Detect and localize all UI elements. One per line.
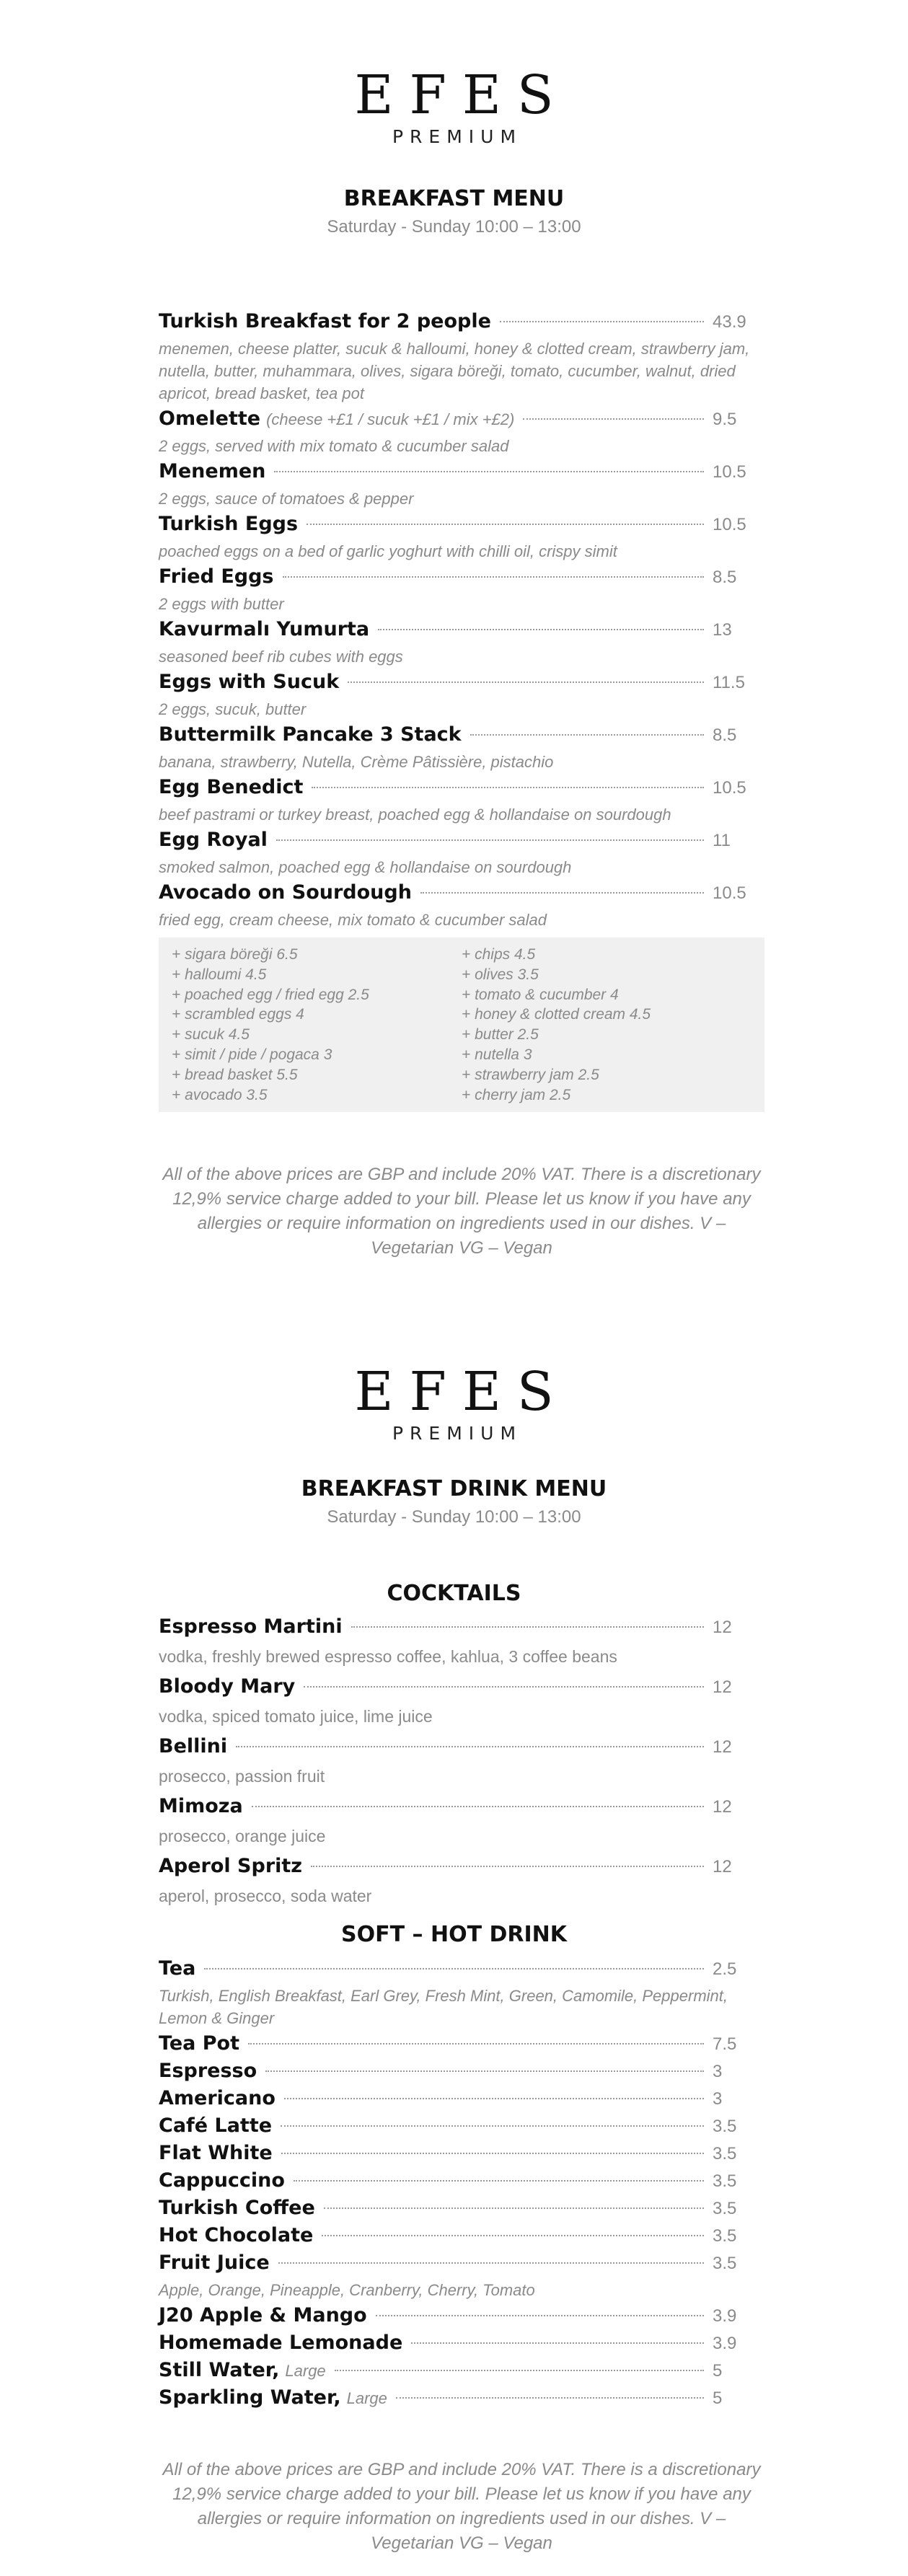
item-name: Turkish Breakfast for 2 people xyxy=(159,310,491,332)
item-price: 12 xyxy=(713,1737,732,1757)
leader-dots xyxy=(348,682,704,683)
item-name: Eggs with Sucuk xyxy=(159,671,340,693)
item-price: 12 xyxy=(713,1677,732,1697)
menu-item xyxy=(159,2251,764,2301)
item-name: Americano xyxy=(159,2087,276,2109)
extra-item: + avocado 3.5 xyxy=(172,1086,268,1103)
brand-name: EFES xyxy=(354,64,570,126)
leader-dots xyxy=(324,2207,704,2209)
item-note: (cheese +£1 / sucuk +£1 / mix +£2) xyxy=(266,410,515,428)
item-price: 43.9 xyxy=(713,312,746,332)
drinks-hours: Saturday - Sunday 10:00 – 13:00 xyxy=(327,1507,581,1527)
item-name: Homemade Lemonade xyxy=(159,2332,403,2354)
item-description: vodka, freshly brewed espresso coffee, kahlua, 3 coffee beans xyxy=(159,1647,617,1666)
item-description: banana, strawberry, Nutella, Crème Pâtissière, pistachio xyxy=(159,753,554,771)
extra-item: + honey & clotted cream 4.5 xyxy=(462,1006,651,1023)
breakfast-items xyxy=(159,310,764,934)
item-name: Menemen xyxy=(159,460,266,482)
leader-dots xyxy=(307,524,704,525)
menu-item xyxy=(159,407,764,457)
leader-dots xyxy=(304,1686,704,1688)
item-price: 7.5 xyxy=(713,2034,737,2054)
item-price: 11 xyxy=(713,831,731,850)
extras-panel xyxy=(159,938,764,1112)
menu-item xyxy=(159,723,764,773)
menu-item xyxy=(159,310,764,405)
brand-logo xyxy=(0,64,908,147)
item-price: 3.5 xyxy=(713,2199,737,2218)
menu-item xyxy=(159,565,764,615)
extras-list-right xyxy=(462,945,751,1105)
item-name: Turkish Eggs xyxy=(159,513,299,535)
item-name: J20 Apple & Mango xyxy=(159,2304,367,2326)
menu-item xyxy=(159,2060,764,2087)
item-price: 3.5 xyxy=(713,2144,737,2163)
extra-item: + nutella 3 xyxy=(462,1046,532,1063)
item-name: Turkish Coffee xyxy=(159,2197,315,2219)
item-price: 9.5 xyxy=(713,410,737,429)
leader-dots xyxy=(376,2315,704,2316)
menu-item xyxy=(159,1855,764,1907)
extra-item: + scrambled eggs 4 xyxy=(172,1006,304,1023)
item-description: 2 eggs, sauce of tomatoes & pepper xyxy=(159,490,414,508)
item-note: Large xyxy=(285,2362,326,2380)
item-price: 10.5 xyxy=(713,883,746,903)
item-name: Hot Chocolate xyxy=(159,2224,314,2246)
extra-item: + halloumi 4.5 xyxy=(172,966,267,983)
item-price: 11.5 xyxy=(713,673,745,692)
extra-item: + tomato & cucumber 4 xyxy=(462,986,619,1003)
extras-list-left xyxy=(172,945,462,1105)
breakfast-title: BREAKFAST MENU xyxy=(343,186,565,211)
item-price: 10.5 xyxy=(713,778,746,798)
item-description: vodka, spiced tomato juice, lime juice xyxy=(159,1707,433,1726)
leader-dots xyxy=(252,1806,704,1807)
menu-item xyxy=(159,2114,764,2142)
item-name: Sparkling Water, xyxy=(159,2386,341,2409)
leader-dots xyxy=(248,2043,704,2045)
extra-item: + chips 4.5 xyxy=(462,946,536,963)
leader-dots xyxy=(274,471,704,472)
item-name: Kavurmalı Yumurta xyxy=(159,618,370,640)
leader-dots xyxy=(281,2153,704,2154)
item-note: Large xyxy=(346,2389,387,2407)
item-price: 8.5 xyxy=(713,568,737,587)
drinks-footer-note: All of the above prices are GBP and include 20% VAT. There is a discretionary 12,9% service charge added to your bill. Please let us know if you have any allergies or require information on ingredients used in our dishes. V – Vegetarian VG – Vegan xyxy=(162,2460,761,2553)
item-price: 10.5 xyxy=(713,515,746,534)
leader-dots xyxy=(470,734,704,736)
menu-item xyxy=(159,1795,764,1848)
extra-item: + cherry jam 2.5 xyxy=(462,1086,571,1103)
item-price: 3.5 xyxy=(713,2254,737,2273)
menu-item xyxy=(159,2304,764,2332)
cocktail-items xyxy=(159,1615,764,1915)
extra-item: + sucuk 4.5 xyxy=(172,1026,250,1044)
leader-dots xyxy=(276,839,704,841)
item-description: 2 eggs, served with mix tomato & cucumber salad xyxy=(159,437,509,455)
leader-dots xyxy=(411,2342,704,2344)
leader-dots xyxy=(283,576,705,578)
item-name: Espresso xyxy=(159,2060,257,2082)
extra-item: + strawberry jam 2.5 xyxy=(462,1066,599,1083)
item-price: 3 xyxy=(713,2089,723,2109)
item-name: Fried Eggs xyxy=(159,565,274,588)
item-description: 2 eggs, sucuk, butter xyxy=(159,700,307,718)
menu-item xyxy=(159,460,764,510)
menu-item xyxy=(159,1615,764,1668)
menu-item xyxy=(159,2032,764,2060)
brand-tagline: PREMIUM xyxy=(392,126,523,147)
leader-dots xyxy=(294,2180,704,2182)
menu-item xyxy=(159,2169,764,2197)
menu-item xyxy=(159,618,764,668)
item-description: menemen, cheese platter, sucuk & halloumi, honey & clotted cream, strawberry jam, nutella, butter, muhammara, olives, sigara böreği, tomato, cucumber, walnut, dried apricot, bread basket, tea pot xyxy=(159,340,750,402)
breakfast-header xyxy=(0,186,908,237)
item-price: 5 xyxy=(713,2361,723,2381)
leader-dots xyxy=(351,1626,704,1628)
item-name: Egg Benedict xyxy=(159,776,304,798)
item-name: Aperol Spritz xyxy=(159,1855,303,1877)
extra-item: + butter 2.5 xyxy=(462,1026,539,1044)
item-price: 3.5 xyxy=(713,2117,737,2136)
item-description: seasoned beef rib cubes with eggs xyxy=(159,648,403,666)
menu-item xyxy=(159,776,764,826)
item-description: prosecco, orange juice xyxy=(159,1827,326,1845)
drinks-title: BREAKFAST DRINK MENU xyxy=(301,1476,607,1501)
item-price: 3.9 xyxy=(713,2306,737,2326)
soft-drink-items xyxy=(159,1957,764,2414)
item-price: 10.5 xyxy=(713,462,746,482)
item-name: Tea Pot xyxy=(159,2032,240,2055)
item-name: Still Water, xyxy=(159,2359,280,2381)
menu-item xyxy=(159,2197,764,2224)
breakfast-hours: Saturday - Sunday 10:00 – 13:00 xyxy=(327,217,581,237)
item-name: Fruit Juice xyxy=(159,2251,270,2274)
item-price: 12 xyxy=(713,1618,732,1637)
leader-dots xyxy=(281,2125,704,2127)
brand-tagline: PREMIUM xyxy=(392,1423,523,1444)
menu-item xyxy=(159,2359,764,2386)
item-name: Bellini xyxy=(159,1735,228,1757)
item-description: 2 eggs with butter xyxy=(159,595,284,613)
cocktails-heading: COCKTAILS xyxy=(387,1581,521,1606)
menu-item xyxy=(159,1957,764,2029)
leader-dots xyxy=(378,629,704,630)
item-description: Apple, Orange, Pineapple, Cranberry, Cherry, Tomato xyxy=(159,2281,535,2299)
brand-name: EFES xyxy=(354,1361,570,1423)
breakfast-footer-note: All of the above prices are GBP and include 20% VAT. There is a discretionary 12,9% service charge added to your bill. Please let us know if you have any allergies or require information on ingredients used in our dishes. V – Vegetarian VG – Vegan xyxy=(162,1165,761,1258)
leader-dots xyxy=(311,1866,704,1867)
item-price: 2.5 xyxy=(713,1959,737,1979)
item-description: smoked salmon, poached egg & hollandaise on sourdough xyxy=(159,858,572,876)
item-price: 8.5 xyxy=(713,725,737,745)
extra-item: + olives 3.5 xyxy=(462,966,539,983)
item-name: Flat White xyxy=(159,2142,273,2164)
menu-item xyxy=(159,2386,764,2414)
item-description: Turkish, English Breakfast, Earl Grey, Fresh Mint, Green, Camomile, Peppermint, Lemon & Ginger xyxy=(159,1987,728,2027)
item-price: 13 xyxy=(713,620,732,640)
item-name: Mimoza xyxy=(159,1795,243,1817)
item-name: Egg Royal xyxy=(159,829,268,851)
item-price: 3.9 xyxy=(713,2334,737,2353)
menu-item xyxy=(159,881,764,931)
item-description: prosecco, passion fruit xyxy=(159,1767,325,1786)
item-description: aperol, prosecco, soda water xyxy=(159,1887,372,1905)
menu-item xyxy=(159,2142,764,2169)
extra-item: + sigara böreği 6.5 xyxy=(172,946,298,963)
leader-dots xyxy=(523,418,704,420)
item-name: Bloody Mary xyxy=(159,1675,296,1698)
leader-dots xyxy=(265,2070,704,2072)
leader-dots xyxy=(284,2098,704,2099)
item-name: Café Latte xyxy=(159,2114,273,2137)
drinks-header xyxy=(0,1476,908,1527)
item-name: Cappuccino xyxy=(159,2169,285,2192)
leader-dots xyxy=(236,1746,704,1747)
item-name: Espresso Martini xyxy=(159,1615,343,1638)
leader-dots xyxy=(500,321,704,322)
menu-item xyxy=(159,2087,764,2114)
item-price: 5 xyxy=(713,2388,723,2408)
item-name: Buttermilk Pancake 3 Stack xyxy=(159,723,462,746)
leader-dots xyxy=(396,2397,704,2399)
leader-dots xyxy=(312,787,704,788)
extra-item: + bread basket 5.5 xyxy=(172,1066,298,1083)
leader-dots xyxy=(335,2370,704,2371)
leader-dots xyxy=(420,892,704,894)
leader-dots xyxy=(204,1968,704,1970)
menu-item xyxy=(159,1735,764,1788)
brand-logo-2 xyxy=(0,1361,908,1444)
soft-hot-drink-heading: SOFT – HOT DRINK xyxy=(341,1922,567,1947)
item-description: poached eggs on a bed of garlic yoghurt with chilli oil, crispy simit xyxy=(159,542,617,560)
item-name: Tea xyxy=(159,1957,196,1980)
item-name: Omelette xyxy=(159,407,261,430)
item-description: fried egg, cream cheese, mix tomato & cucumber salad xyxy=(159,911,547,929)
item-price: 12 xyxy=(713,1797,732,1817)
item-price: 3 xyxy=(713,2062,723,2081)
menu-item xyxy=(159,2224,764,2251)
extra-item: + simit / pide / pogaca 3 xyxy=(172,1046,332,1063)
item-name: Avocado on Sourdough xyxy=(159,881,412,904)
item-price: 3.5 xyxy=(713,2171,737,2191)
extra-item: + poached egg / fried egg 2.5 xyxy=(172,986,369,1003)
menu-item xyxy=(159,829,764,878)
item-price: 12 xyxy=(713,1857,732,1876)
leader-dots xyxy=(278,2262,704,2264)
leader-dots xyxy=(322,2235,704,2236)
menu-item xyxy=(159,513,764,563)
menu-item xyxy=(159,1675,764,1728)
menu-item xyxy=(159,2332,764,2359)
item-price: 3.5 xyxy=(713,2226,737,2246)
item-description: beef pastrami or turkey breast, poached egg & hollandaise on sourdough xyxy=(159,806,671,824)
menu-item xyxy=(159,671,764,720)
